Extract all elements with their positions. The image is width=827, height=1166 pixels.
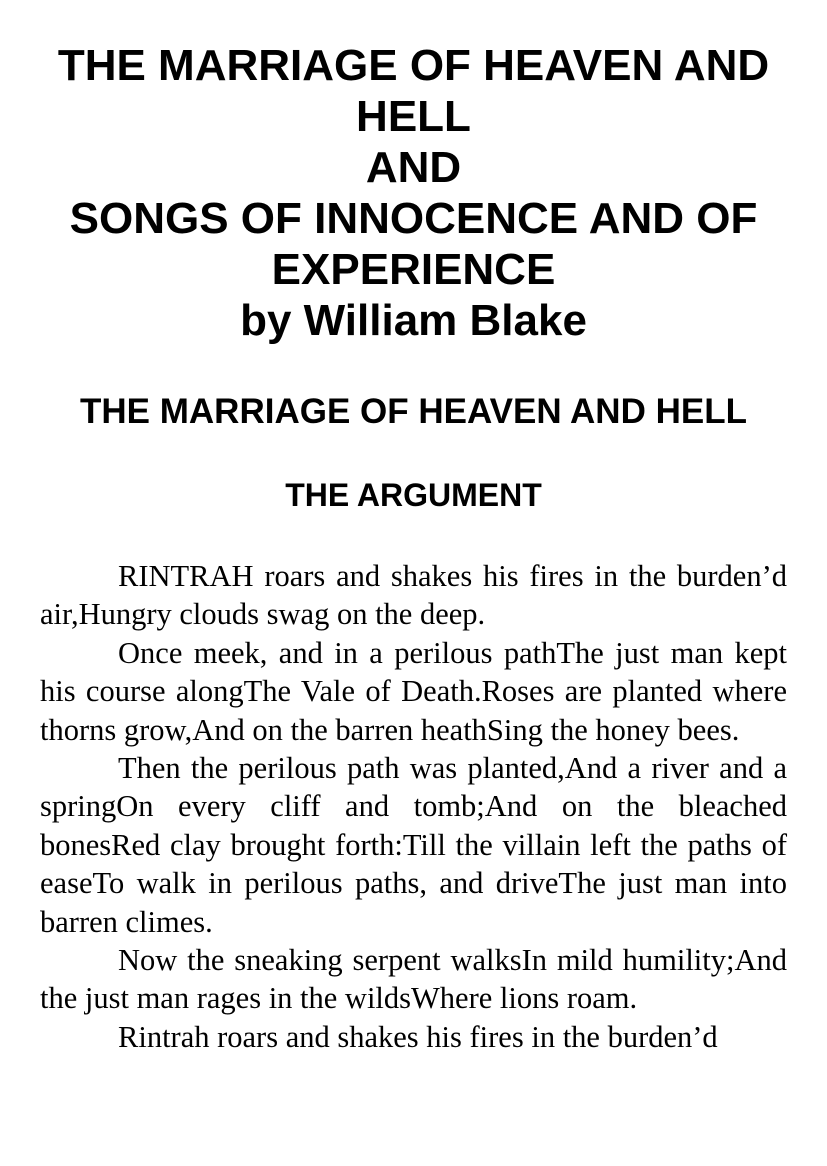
subsection-title: THE ARGUMENT	[285, 477, 542, 513]
author-line: by William Blake	[240, 296, 587, 345]
section-title: THE MARRIAGE OF HEAVEN AND HELL	[80, 392, 747, 431]
paragraph: Then the perilous path was planted,And a river and a springOn every cliff and tomb;And on the bleached bonesRed clay brought forth:Till the villain left the paths of easeTo walk in perilous paths, and driveThe just man into barren climes.	[40, 751, 787, 939]
paragraph: Rintrah roars and shakes his fires in the burden’d	[118, 1019, 718, 1054]
poem-body	[40, 557, 787, 1056]
title-line: EXPERIENCE	[271, 245, 556, 294]
paragraph: Now the sneaking serpent walksIn mild humility;And the just man rages in the wildsWhere lions roam.	[40, 943, 787, 1016]
title-line: AND	[365, 143, 462, 192]
paragraph: Once meek, and in a perilous pathThe just man kept his course alongThe Vale of Death.Roses are planted where thorns grow,And on the barren heathSing the honey bees.	[40, 635, 787, 747]
document-page	[40, 40, 787, 1056]
paragraph: RINTRAH roars and shakes his fires in the burden’d air,Hungry clouds swag on the deep.	[40, 559, 787, 632]
title-line: SONGS OF INNOCENCE AND OF	[69, 194, 758, 243]
title-line: HELL	[356, 92, 471, 141]
title-line: THE MARRIAGE OF HEAVEN AND	[57, 41, 770, 90]
book-title	[40, 40, 787, 346]
